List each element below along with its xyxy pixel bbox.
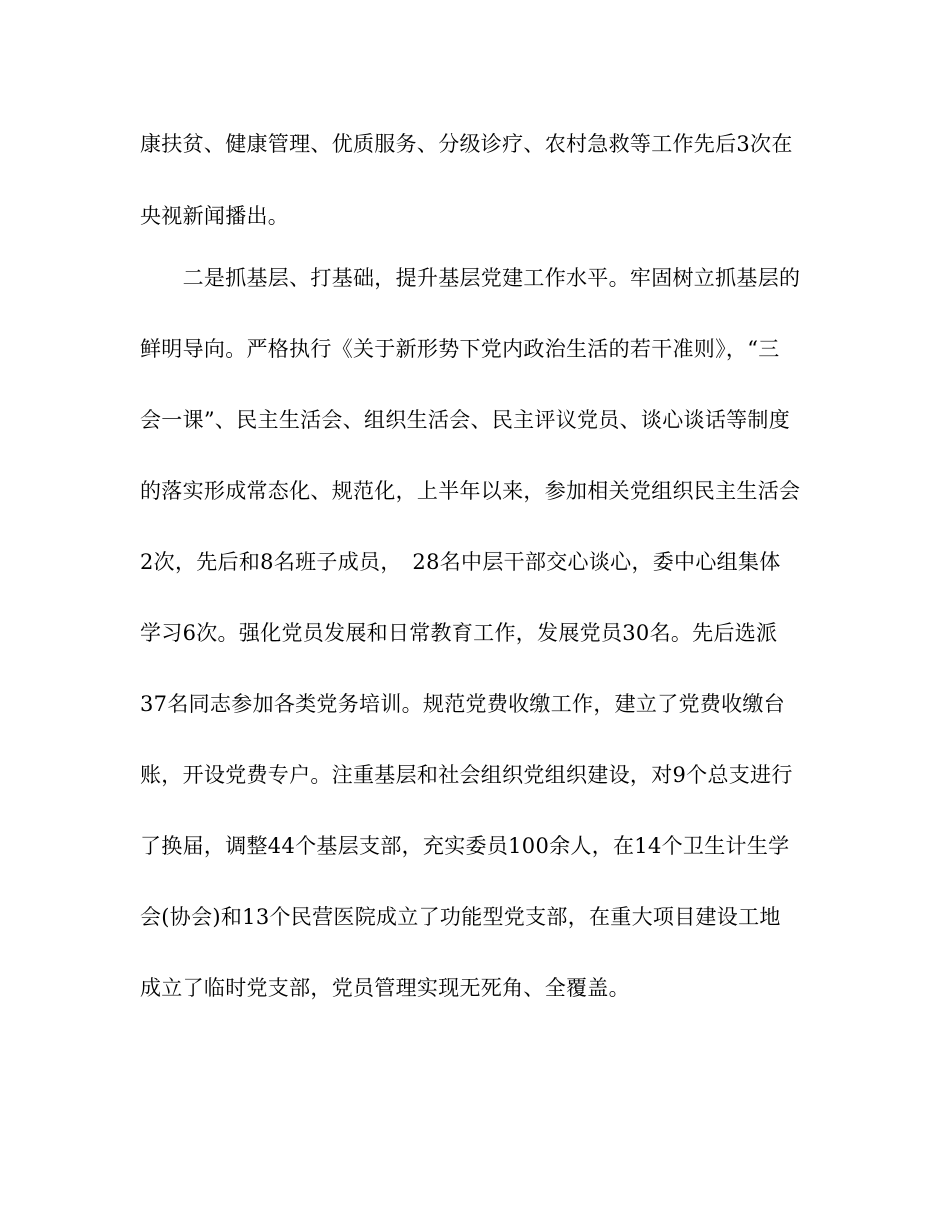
text-line-1: 康扶贫、健康管理、优质服务、分级诊疗、农村急救等工作先后3次在	[140, 132, 793, 156]
text-line-7: 2次，先后和8名班子成员， 28名中层干部交心谈心，委中心组集体	[140, 550, 781, 574]
text-line-13: 成立了临时党支部，党员管理实现无死角、全覆盖。	[140, 976, 630, 1000]
text-line-4: 鲜明导向。严格执行《关于新形势下党内政治生活的若干准则》，“三	[140, 337, 780, 361]
text-line-9: 37名同志参加各类党务培训。规范党费收缴工作，建立了党费收缴台	[140, 692, 786, 716]
text-line-3: 二是抓基层、打基础，提升基层党建工作水平。牢固树立抓基层的	[140, 266, 801, 290]
text-line-11: 了换届，调整44个基层支部，充实委员100余人，在14个卫生计生学	[140, 834, 790, 858]
text-line-10: 账，开设党费专户。注重基层和社会组织党组织建设，对9个总支进行	[140, 763, 793, 787]
text-line-6: 的落实形成常态化、规范化，上半年以来，参加相关党组织民主生活会	[140, 479, 801, 503]
text-line-8: 学习6次。强化党员发展和日常教育工作，发展党员30名。先后选派	[140, 621, 778, 645]
text-line-12: 会(协会)和13个民营医院成立了功能型党支部，在重大项目建设工地	[140, 905, 781, 929]
text-line-5: 会一课”、民主生活会、组织生活会、民主评议党员、谈心谈话等制度	[140, 408, 791, 432]
text-line-2: 央视新闻播出。	[140, 204, 290, 228]
